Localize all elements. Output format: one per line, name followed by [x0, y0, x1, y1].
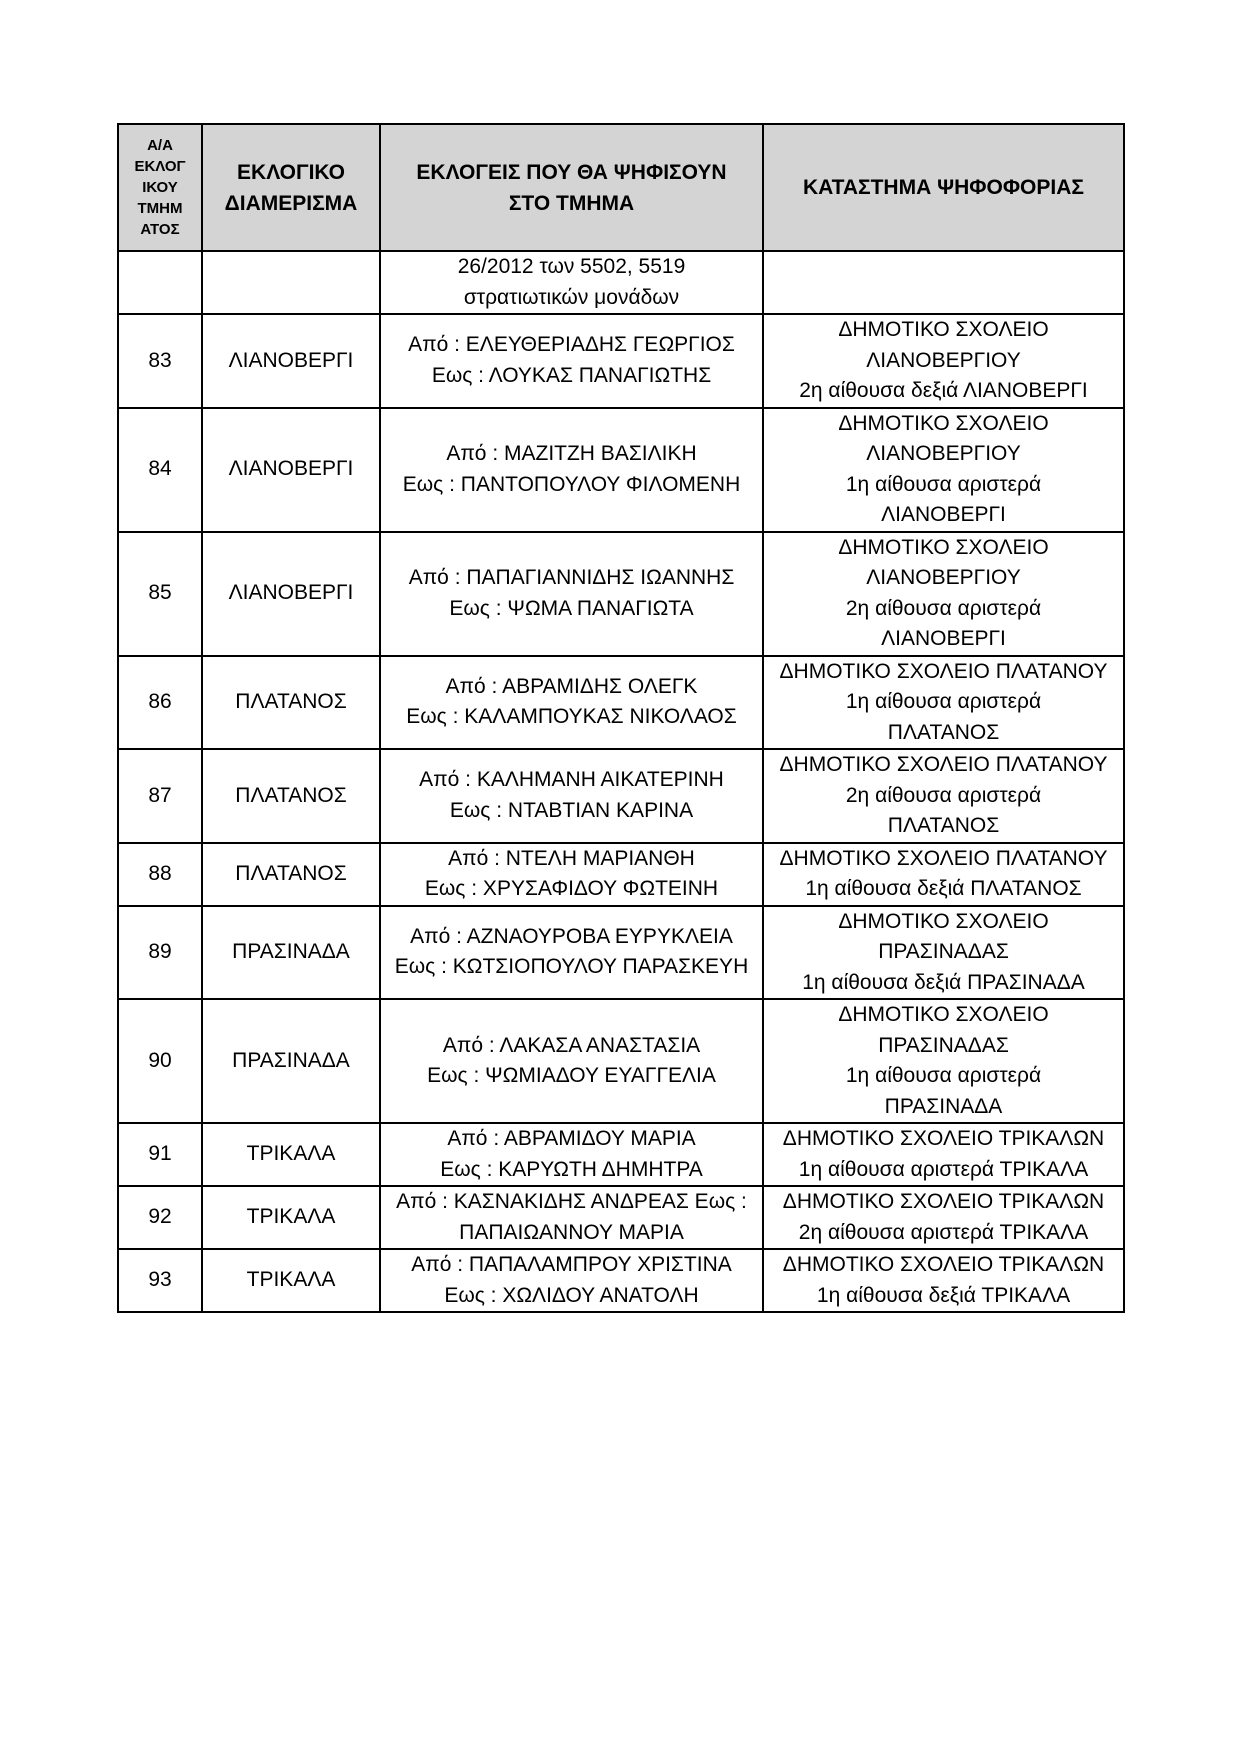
table-row — [118, 999, 1124, 1123]
voters-cell-line: ΠΑΠΑΙΩΑΝΝΟΥ ΜΑΡΙΑ — [459, 1220, 684, 1244]
header-voters: ΕΚΛΟΓΕΙΣ ΠΟΥ ΘΑ ΨΗΦΙΣΟΥΝ ΣΤΟ ΤΜΗΜΑ — [380, 124, 763, 251]
voters-cell-line: Από : ΑΒΡΑΜΙΔΟΥ ΜΑΡΙΑ — [447, 1127, 696, 1150]
station-cell-line: ΔΗΜΟΤΙΚΟ ΣΧΟΛΕΙΟ ΠΛΑΤΑΝΟΥ — [779, 659, 1108, 683]
station-cell-line: ΠΛΑΤΑΝΟΣ — [887, 814, 1000, 837]
voters-cell-line: Εως : ΚΑΛΑΜΠΟΥΚΑΣ ΝΙΚΟΛΑΟΣ — [406, 705, 737, 729]
station-cell — [763, 1123, 1124, 1186]
header-polling-station: ΚΑΤΑΣΤΗΜΑ ΨΗΦΟΦΟΡΙΑΣ — [763, 124, 1124, 251]
section-number-cell: 93 — [118, 1249, 202, 1312]
voters-cell — [380, 532, 763, 656]
station-cell-line: 1η αίθουσα δεξιά ΠΛΑΤΑΝΟΣ — [805, 877, 1082, 900]
station-cell-line: ΠΡΑΣΙΝΑΔΑΣ — [878, 1033, 1009, 1057]
table-row — [118, 843, 1124, 906]
table-row — [118, 1249, 1124, 1312]
table-row — [118, 1186, 1124, 1249]
station-cell-line: ΛΙΑΝΟΒΕΡΓΙ — [881, 503, 1006, 526]
district-cell: ΛΙΑΝΟΒΕΡΓΙ — [202, 314, 380, 408]
district-cell: ΤΡΙΚΑΛΑ — [202, 1249, 380, 1312]
station-cell-line: ΔΗΜΟΤΙΚΟ ΣΧΟΛΕΙΟ — [838, 411, 1049, 435]
table-row — [118, 532, 1124, 656]
station-cell — [763, 843, 1124, 906]
district-cell: ΛΙΑΝΟΒΕΡΓΙ — [202, 532, 380, 656]
voters-cell-line: Από : ΠΑΠΑΛΑΜΠΡΟΥ ΧΡΙΣΤΙΝΑ — [411, 1253, 732, 1276]
station-cell-line: ΔΗΜΟΤΙΚΟ ΣΧΟΛΕΙΟ — [838, 318, 1049, 341]
station-cell-line: ΛΙΑΝΟΒΕΡΓΙ — [881, 627, 1006, 650]
table-row — [118, 408, 1124, 532]
table-row — [118, 749, 1124, 843]
voters-cell-line: Από : ΜΑΖΙΤΖΗ ΒΑΣΙΛΙΚΗ — [446, 442, 697, 465]
district-cell: ΠΡΑΣΙΝΑΔΑ — [202, 906, 380, 1000]
section-number-cell: 89 — [118, 906, 202, 1000]
voters-cell-line: Εως : ΧΩΛΙΔΟΥ ΑΝΑΤΟΛΗ — [444, 1283, 699, 1307]
station-cell — [763, 999, 1124, 1123]
table-row — [118, 1123, 1124, 1186]
voters-cell-line: Εως : ΠΑΝΤΟΠΟΥΛΟΥ ΦΙΛΟΜΕΝΗ — [402, 472, 741, 496]
station-cell-line: 1η αίθουσα δεξιά ΤΡΙΚΑΛΑ — [816, 1283, 1071, 1307]
voters-cell-line: Από : ΚΑΣΝΑΚΙΔΗΣ ΑΝΔΡΕΑΣ Εως : — [396, 1190, 747, 1213]
district-cell: ΛΙΑΝΟΒΕΡΓΙ — [202, 408, 380, 532]
voters-cell-line: Από : ΝΤΕΛΗ ΜΑΡΙΑΝΘΗ — [448, 846, 695, 870]
section-number-cell: 85 — [118, 532, 202, 656]
district-cell: ΠΛΑΤΑΝΟΣ — [202, 749, 380, 843]
voters-cell — [380, 1123, 763, 1186]
section-number-cell: 87 — [118, 749, 202, 843]
station-cell-line: ΠΡΑΣΙΝΑΔΑ — [884, 1094, 1003, 1118]
voters-cell-line: Εως : ΝΤΑΒΤΙΑΝ ΚΑΡΙΝΑ — [449, 798, 694, 822]
section-number-cell: 92 — [118, 1186, 202, 1249]
section-number-cell — [118, 251, 202, 314]
station-cell-line: ΔΗΜΟΤΙΚΟ ΣΧΟΛΕΙΟ — [838, 909, 1049, 933]
voters-cell — [380, 251, 763, 314]
station-cell-line: ΔΗΜΟΤΙΚΟ ΣΧΟΛΕΙΟ — [838, 535, 1049, 559]
header-row — [118, 124, 1124, 251]
voters-cell-line: Από : ΚΑΛΗΜΑΝΗ ΑΙΚΑΤΕΡΙΝΗ — [419, 768, 724, 792]
station-cell-line: ΔΗΜΟΤΙΚΟ ΣΧΟΛΕΙΟ ΤΡΙΚΑΛΩΝ — [782, 1190, 1105, 1213]
voters-cell — [380, 999, 763, 1123]
voters-cell — [380, 408, 763, 532]
section-number-cell: 88 — [118, 843, 202, 906]
station-cell — [763, 1186, 1124, 1249]
district-cell: ΠΡΑΣΙΝΑΔΑ — [202, 999, 380, 1123]
station-cell-line: 1η αίθουσα δεξιά ΠΡΑΣΙΝΑΔΑ — [802, 970, 1085, 994]
voters-cell-line: Από : ΕΛΕΥΘΕΡΙΑΔΗΣ ΓΕΩΡΓΙΟΣ — [408, 333, 735, 357]
station-cell-line: ΔΗΜΟΤΙΚΟ ΣΧΟΛΕΙΟ ΠΛΑΤΑΝΟΥ — [779, 846, 1108, 870]
section-number-cell: 91 — [118, 1123, 202, 1186]
station-cell-line: ΠΡΑΣΙΝΑΔΑΣ — [878, 940, 1009, 963]
voters-cell — [380, 656, 763, 750]
voters-cell-line: Από : ΑΖΝΑΟΥΡΟΒΑ ΕΥΡΥΚΛΕΙΑ — [410, 924, 733, 948]
station-cell-line: 2η αίθουσα δεξιά ΛΙΑΝΟΒΕΡΓΙ — [799, 379, 1088, 402]
station-cell-line: ΛΙΑΝΟΒΕΡΓΙΟΥ — [866, 348, 1021, 372]
station-cell-line: 2η αίθουσα αριστερά ΤΡΙΚΑΛΑ — [798, 1220, 1089, 1244]
table-body — [118, 251, 1124, 1312]
voters-cell-line: Από : ΛΑΚΑΣΑ ΑΝΑΣΤΑΣΙΑ — [442, 1033, 701, 1057]
header-section-number: Α/Α ΕΚΛΟΓ ΙΚΟΥ ΤΜΗΜ ΑΤΟΣ — [118, 124, 202, 251]
station-cell-line: 1η αίθουσα αριστερά — [845, 690, 1042, 713]
voters-cell-line: Εως : ΨΩΜΙΑΔΟΥ ΕΥΑΓΓΕΛΙΑ — [427, 1064, 716, 1087]
polling-stations-table — [117, 123, 1125, 1313]
station-cell-line: ΠΛΑΤΑΝΟΣ — [887, 720, 1000, 744]
voters-cell-line: 26/2012 των 5502, 5519 — [457, 255, 686, 278]
station-cell-line: ΛΙΑΝΟΒΕΡΓΙΟΥ — [866, 442, 1021, 465]
station-cell — [763, 1249, 1124, 1312]
station-cell-line: ΔΗΜΟΤΙΚΟ ΣΧΟΛΕΙΟ ΤΡΙΚΑΛΩΝ — [782, 1253, 1105, 1276]
station-cell-line: 1η αίθουσα αριστερά ΤΡΙΚΑΛΑ — [798, 1157, 1089, 1181]
section-number-cell: 90 — [118, 999, 202, 1123]
voters-cell-line: Εως : ΚΩΤΣΙΟΠΟΥΛΟΥ ΠΑΡΑΣΚΕΥΗ — [394, 955, 749, 979]
station-cell-line: 1η αίθουσα αριστερά — [845, 1064, 1042, 1087]
voters-cell-line: στρατιωτικών μονάδων — [463, 285, 680, 309]
station-cell — [763, 906, 1124, 1000]
voters-cell — [380, 906, 763, 1000]
section-number-cell: 84 — [118, 408, 202, 532]
voters-cell — [380, 314, 763, 408]
station-cell — [763, 532, 1124, 656]
voters-cell — [380, 1249, 763, 1312]
table-row — [118, 251, 1124, 314]
station-cell-line: ΛΙΑΝΟΒΕΡΓΙΟΥ — [866, 566, 1021, 589]
voters-cell — [380, 749, 763, 843]
station-cell-line: 2η αίθουσα αριστερά — [845, 596, 1042, 620]
voters-cell — [380, 843, 763, 906]
table-row — [118, 656, 1124, 750]
voters-cell-line: Εως : ΚΑΡΥΩΤΗ ΔΗΜΗΤΡΑ — [440, 1157, 703, 1181]
station-cell — [763, 408, 1124, 532]
station-cell-line: ΔΗΜΟΤΙΚΟ ΣΧΟΛΕΙΟ ΠΛΑΤΑΝΟΥ — [779, 753, 1108, 776]
station-cell — [763, 251, 1124, 314]
district-cell — [202, 251, 380, 314]
station-cell-line: ΔΗΜΟΤΙΚΟ ΣΧΟΛΕΙΟ ΤΡΙΚΑΛΩΝ — [782, 1127, 1105, 1150]
station-cell-line: ΔΗΜΟΤΙΚΟ ΣΧΟΛΕΙΟ — [838, 1003, 1049, 1026]
header-electoral-district: ΕΚΛΟΓΙΚΟ ΔΙΑΜΕΡΙΣΜΑ — [202, 124, 380, 251]
voters-cell — [380, 1186, 763, 1249]
station-cell-line: 2η αίθουσα αριστερά — [845, 783, 1042, 807]
district-cell: ΤΡΙΚΑΛΑ — [202, 1186, 380, 1249]
section-number-cell: 86 — [118, 656, 202, 750]
voters-cell-line: Από : ΠΑΠΑΓΙΑΝΝΙΔΗΣ ΙΩΑΝΝΗΣ — [408, 566, 735, 589]
voters-cell-line: Εως : ΧΡΥΣΑΦΙΔΟΥ ΦΩΤΕΙΝΗ — [424, 877, 719, 900]
district-cell: ΠΛΑΤΑΝΟΣ — [202, 656, 380, 750]
voters-cell-line: Από : ΑΒΡΑΜΙΔΗΣ ΟΛΕΓΚ — [445, 674, 698, 698]
station-cell — [763, 749, 1124, 843]
station-cell — [763, 656, 1124, 750]
section-number-cell: 83 — [118, 314, 202, 408]
table-row — [118, 314, 1124, 408]
district-cell: ΠΛΑΤΑΝΟΣ — [202, 843, 380, 906]
table-row — [118, 906, 1124, 1000]
district-cell: ΤΡΙΚΑΛΑ — [202, 1123, 380, 1186]
station-cell — [763, 314, 1124, 408]
station-cell-line: 1η αίθουσα αριστερά — [845, 472, 1042, 496]
voters-cell-line: Εως : ΛΟΥΚΑΣ ΠΑΝΑΓΙΩΤΗΣ — [431, 363, 712, 387]
voters-cell-line: Εως : ΨΩΜΑ ΠΑΝΑΓΙΩΤΑ — [449, 596, 694, 620]
